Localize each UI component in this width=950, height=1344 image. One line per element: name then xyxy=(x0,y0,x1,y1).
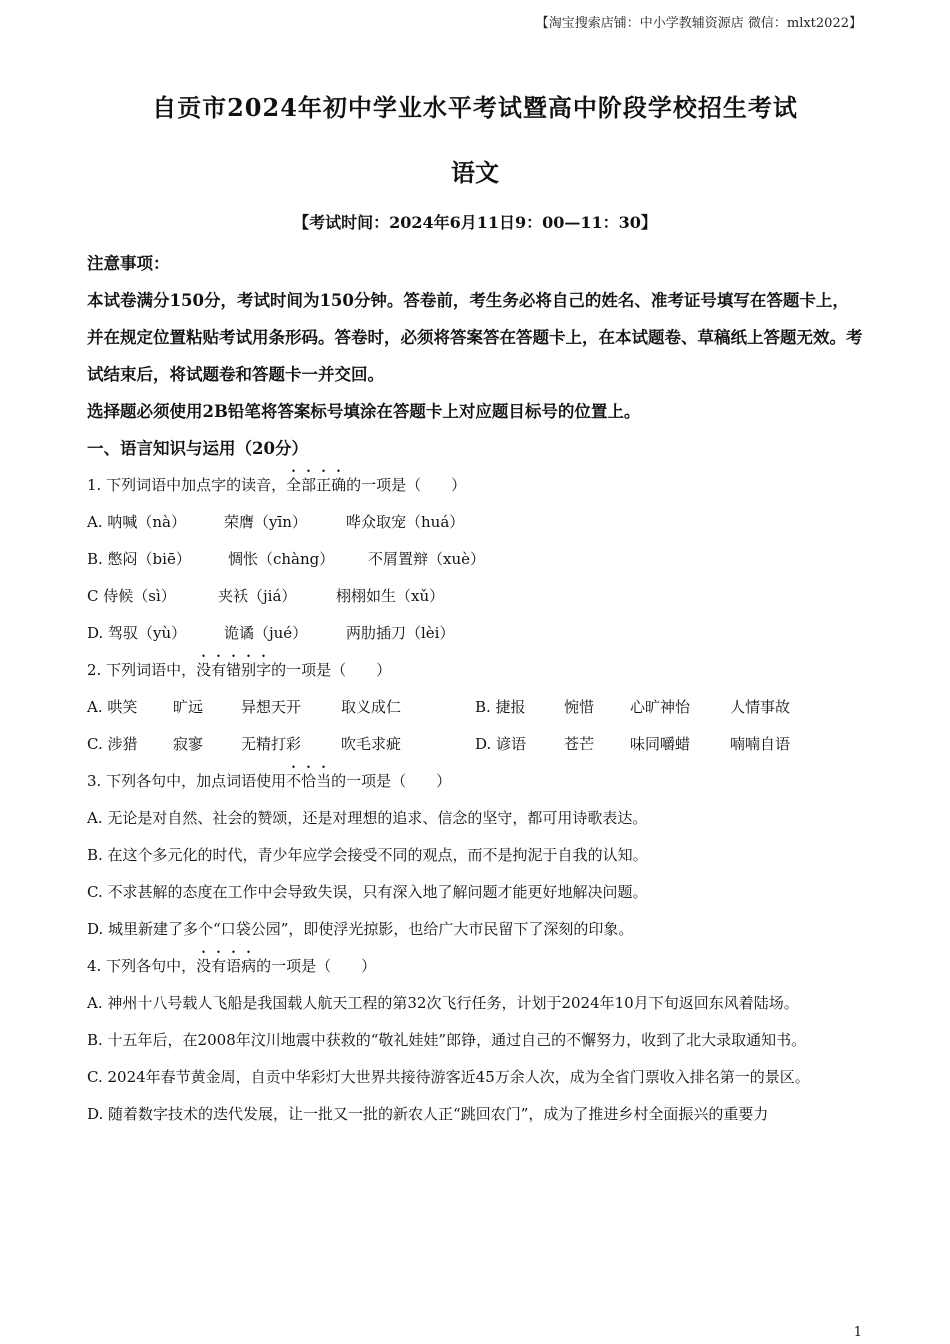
option-term: 两肋插刀（lèi） xyxy=(346,624,455,642)
question-4-option-d: D. 随着数字技术的迭代发展，让一批又一批的新农人正“跳回农门”，成为了推进乡村全面振兴的重要力 xyxy=(87,1105,769,1123)
question-1-stem-a: 1. 下列词语中加点字的读音， xyxy=(87,476,287,494)
option-term: 心旷神怡 xyxy=(630,698,691,716)
question-3-stem-emphasis: 不恰当 xyxy=(286,772,332,790)
page-number: 1 xyxy=(853,1325,862,1340)
question-3-option-c: C. 不求甚解的态度在工作中会导致失误，只有深入地了解问题才能更好地解决问题。 xyxy=(87,883,648,901)
question-1-option-b xyxy=(87,541,863,578)
option-term: 吹毛求疵 xyxy=(341,735,402,753)
question-1-stem-b: 的一项是（ ） xyxy=(346,476,467,494)
question-2-stem-a: 2. 下列词语中， xyxy=(87,661,197,679)
option-term: 荣膺（yīn） xyxy=(224,513,307,531)
question-4-stem-emphasis: 没有语病 xyxy=(196,957,257,975)
option-term: 寂寥 xyxy=(173,735,204,753)
question-2-options-ab xyxy=(87,689,863,726)
option-term: 苍芒 xyxy=(564,735,595,753)
option-term: 人情事故 xyxy=(730,698,791,716)
option-term: D. 谚语 xyxy=(475,735,527,753)
option-term: D. 驾驭（yù） xyxy=(87,624,187,642)
option-term: 栩栩如生（xǔ） xyxy=(336,587,445,605)
question-1-stem xyxy=(87,467,863,504)
question-3-option-d: D. 城里新建了多个“口袋公园”，即使浮光掠影，也给广大市民留下了深刻的印象。 xyxy=(87,920,634,938)
question-2-options-cd xyxy=(87,726,863,763)
option-term: 哗众取宠（huá） xyxy=(346,513,465,531)
question-4-option-a: A. 神州十八号载人飞船是我国载人航天工程的第32次飞行任务，计划于2024年10月下旬返回东风着陆场。 xyxy=(87,994,799,1012)
header-note: 【淘宝搜索店铺：中小学教辅资源店 微信：mlxt2022】 xyxy=(535,16,862,31)
option-term: 味同嚼蜡 xyxy=(630,735,691,753)
option-term: 旷远 xyxy=(173,698,204,716)
question-4-stem-a: 4. 下列各句中， xyxy=(87,957,197,975)
option-term: 诡谲（jué） xyxy=(224,624,308,642)
option-term: 喃喃自语 xyxy=(730,735,791,753)
option-term: 夹袄（jiá） xyxy=(218,587,297,605)
question-1-option-c xyxy=(87,578,863,615)
document-body xyxy=(87,245,863,1133)
question-1-option-d xyxy=(87,615,863,652)
option-term: C. 涉猎 xyxy=(87,735,138,753)
option-term: 惆怅（chàng） xyxy=(228,550,335,568)
option-term: 无精打彩 xyxy=(241,735,302,753)
option-term: 取义成仁 xyxy=(341,698,402,716)
notice-heading: 注意事项： xyxy=(87,254,170,273)
question-1-stem-emphasis: 全部正确 xyxy=(286,476,347,494)
question-2-stem-emphasis: 没有错别字 xyxy=(196,661,272,679)
question-3-stem-a: 3. 下列各句中，加点词语使用 xyxy=(87,772,287,790)
question-3-stem xyxy=(87,763,863,800)
question-4-stem xyxy=(87,948,863,985)
subject-title: 语文 xyxy=(451,158,499,187)
option-term: A. 哄笑 xyxy=(87,698,138,716)
page-title: 自贡市2024年初中学业水平考试暨高中阶段学校招生考试 xyxy=(152,93,798,122)
option-term: 不屑置辩（xuè） xyxy=(368,550,485,568)
section-heading: 一、语言知识与运用（20分） xyxy=(87,439,308,458)
question-2-stem xyxy=(87,652,863,689)
question-3-option-a: A. 无论是对自然、社会的赞颂，还是对理想的追求、信念的坚守，都可用诗歌表达。 xyxy=(87,809,648,827)
option-term: 异想天开 xyxy=(241,698,302,716)
question-4-stem-b: 的一项是（ ） xyxy=(256,957,377,975)
option-term: 惋惜 xyxy=(564,698,595,716)
question-4-option-c: C. 2024年春节黄金周，自贡中华彩灯大世界共接待游客近45万余人次，成为全省门票收入排名第一的景区。 xyxy=(87,1068,810,1086)
notice-paragraph-2: 选择题必须使用2B铅笔将答案标号填涂在答题卡上对应题目标号的位置上。 xyxy=(87,402,641,421)
question-3-option-b: B. 在这个多元化的时代，青少年应学会接受不同的观点，而不是拘泥于自我的认知。 xyxy=(87,846,648,864)
option-term: B. 憋闷（biē） xyxy=(87,550,191,568)
question-4-option-b: B. 十五年后，在2008年汶川地震中获救的“敬礼娃娃”郎铮，通过自己的不懈努力，收到了北大录取通知书。 xyxy=(87,1031,807,1049)
option-term: C 侍候（sì） xyxy=(87,587,176,605)
exam-time: 【考试时间：2024年6月11日9：00—11：30】 xyxy=(293,213,657,232)
question-2-stem-b: 的一项是（ ） xyxy=(271,661,392,679)
notice-paragraph-1: 本试卷满分150分，考试时间为150分钟。答卷前，考生务必将自己的姓名、准考证号填写在答题卡上，并在规定位置粘贴考试用条形码。答卷时，必须将答案答在答题卡上，在本试题卷、草稿纸上答题无效。考试结束后，将试题卷和答题卡一并交回。 xyxy=(87,291,863,384)
option-term: A. 呐喊（nà） xyxy=(87,513,186,531)
question-3-stem-b: 的一项是（ ） xyxy=(331,772,452,790)
option-term: B. 捷报 xyxy=(475,698,526,716)
question-1-option-a xyxy=(87,504,863,541)
